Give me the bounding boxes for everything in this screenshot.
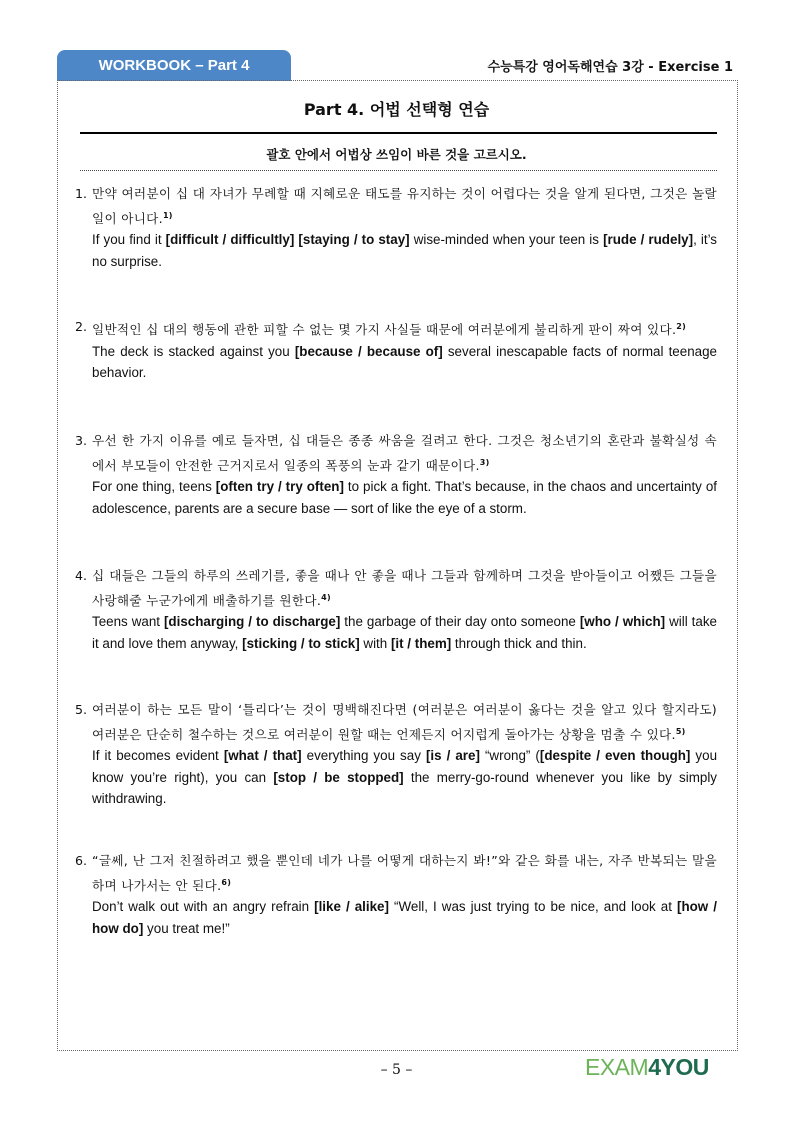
sentence-text: with	[359, 635, 391, 651]
logo-part-1: EXAM	[585, 1054, 649, 1080]
exercise-label: 수능특강 영어독해연습 3강 - Exercise 1	[487, 60, 733, 75]
sentence-text: If it becomes evident	[92, 748, 224, 764]
sentence-text: “wrong” (	[479, 748, 540, 764]
korean-text: “글쎄, 난 그저 친절하려고 했을 뿐인데 네가 나를 어떻게 대하는지 봐!”와 같은 화를 내는, 자주 반복되는 말을 하며 나가서는 안 된다.	[92, 853, 717, 893]
sentence-text: wise-minded when your teen is	[409, 232, 604, 248]
workbook-tab: WORKBOOK – Part 4	[57, 50, 291, 81]
sentence-text: If you find it	[92, 232, 166, 248]
grammar-choice[interactable]: [sticking / to stick]	[242, 635, 360, 651]
question-item	[75, 699, 717, 810]
question-number: 2.	[75, 319, 88, 334]
sentence-text: you treat me!”	[143, 920, 230, 936]
grammar-choice[interactable]: [difficult / difficultly]	[165, 232, 295, 248]
korean-translation	[92, 316, 717, 341]
question-number: 6.	[75, 853, 88, 868]
title-rule	[80, 132, 717, 134]
footnote-marker: 6)	[221, 877, 232, 887]
korean-translation	[92, 183, 717, 229]
instruction-divider	[80, 170, 717, 171]
sentence-text: Teens want	[92, 614, 164, 630]
footnote-marker: 1)	[162, 210, 173, 220]
grammar-choice[interactable]: [is / are]	[425, 748, 480, 764]
question-number: 5.	[75, 702, 88, 717]
footnote-marker: 5)	[675, 726, 686, 736]
question-item	[75, 850, 717, 939]
english-sentence	[92, 745, 717, 810]
grammar-choice[interactable]: [because / because of]	[294, 343, 443, 359]
question-item	[75, 565, 717, 654]
grammar-choice[interactable]: [who / which]	[579, 614, 666, 630]
logo-part-2: 4YOU	[648, 1054, 709, 1080]
grammar-choice[interactable]: [like / alike]	[314, 899, 389, 915]
english-sentence	[92, 341, 717, 384]
korean-translation	[92, 850, 717, 896]
grammar-choice[interactable]: [despite / even though]	[539, 748, 691, 764]
question-number: 1.	[75, 186, 88, 201]
korean-text: 여러분이 하는 모든 말이 ‘틀리다’는 것이 명백해진다면 (여러분은 여러분이 옳다는 것을 알고 있다 할지라도) 여러분은 단순히 철수하는 것으로 여러분이 원할 때는 언제든지 어지럽게 돌아가는 상황을 멈출 수 있다.	[92, 702, 717, 742]
question-number: 4.	[75, 568, 88, 583]
footnote-marker: 3)	[479, 457, 490, 467]
grammar-choice[interactable]: [stop / be stopped]	[273, 769, 404, 785]
question-item	[75, 183, 717, 272]
english-sentence	[92, 896, 717, 939]
page-title: Part 4. 어법 선택형 연습	[303, 100, 490, 119]
grammar-choice[interactable]: [rude / rudely]	[603, 232, 694, 248]
english-sentence	[92, 229, 717, 272]
english-sentence	[92, 476, 717, 519]
sentence-text: the merry-go-round whenever you like by simply withdrawing.	[92, 769, 718, 807]
grammar-choice[interactable]: [discharging / to discharge]	[163, 614, 341, 630]
sentence-text: The deck is stacked against you	[92, 343, 295, 359]
korean-text: 우선 한 가지 이유를 예로 들자면, 십 대들은 종종 싸움을 걸려고 한다. 그것은 청소년기의 혼란과 불확실성 속에서 부모들이 안전한 근거지로서 일종의 폭풍의 눈과 같기 때문이다.	[92, 433, 717, 473]
page-number: – 5 –	[380, 1062, 413, 1078]
sentence-text: “Well, I was just trying to be nice, and look at	[388, 899, 677, 915]
question-item	[75, 316, 717, 384]
sentence-text: several inescapable facts of normal teenage behavior.	[92, 343, 717, 381]
grammar-choice[interactable]: [often try / try often]	[215, 479, 344, 495]
korean-translation	[92, 565, 717, 611]
question-number: 3.	[75, 433, 88, 448]
grammar-choice[interactable]: [it / them]	[390, 635, 452, 651]
instruction: 괄호 안에서 어법상 쓰임이 바른 것을 고르시오.	[266, 147, 527, 162]
korean-text: 십 대들은 그들의 하루의 쓰레기를, 좋을 때나 안 좋을 때나 그들과 함께하며 그것을 받아들이고 어쨌든 그들을 사랑해줄 누군가에게 배출하기를 원한다.	[92, 568, 717, 608]
sentence-text: For one thing, teens	[92, 479, 216, 495]
footnote-marker: 4)	[321, 592, 331, 602]
sentence-text: the garbage of their day onto someone	[340, 614, 580, 630]
sentence-text: , it’s no surprise.	[92, 232, 718, 269]
exam4you-logo	[585, 1054, 709, 1081]
sentence-text: you know you’re right), you can	[92, 748, 718, 785]
sentence-text: everything you say	[301, 748, 426, 764]
korean-translation	[92, 430, 717, 476]
sentence-text: will take it and love them anyway,	[92, 614, 717, 651]
english-sentence	[92, 611, 717, 654]
grammar-choice[interactable]: [what / that]	[223, 748, 302, 764]
korean-translation	[92, 699, 717, 745]
grammar-choice[interactable]: [staying / to stay]	[298, 232, 410, 248]
question-item	[75, 430, 717, 519]
footnote-marker: 2)	[676, 322, 687, 331]
sentence-text: to pick a fight. That’s because, in the chaos and uncertainty of adolescence, parents are a secure base — sort of like the eye of a storm.	[92, 479, 717, 516]
korean-text: 일반적인 십 대의 행동에 관한 피할 수 없는 몇 가지 사실들 때문에 여러분에게 불리하게 판이 짜여 있다.	[92, 322, 677, 338]
korean-text: 만약 여러분이 십 대 자녀가 무례할 때 지혜로운 태도를 유지하는 것이 어렵다는 것을 알게 된다면, 그것은 놀랄 일이 아니다.	[92, 186, 717, 226]
sentence-text: Don’t walk out with an angry refrain	[92, 899, 315, 915]
sentence-text: through thick and thin.	[451, 635, 587, 651]
grammar-choice[interactable]: [how / how do]	[92, 899, 717, 936]
